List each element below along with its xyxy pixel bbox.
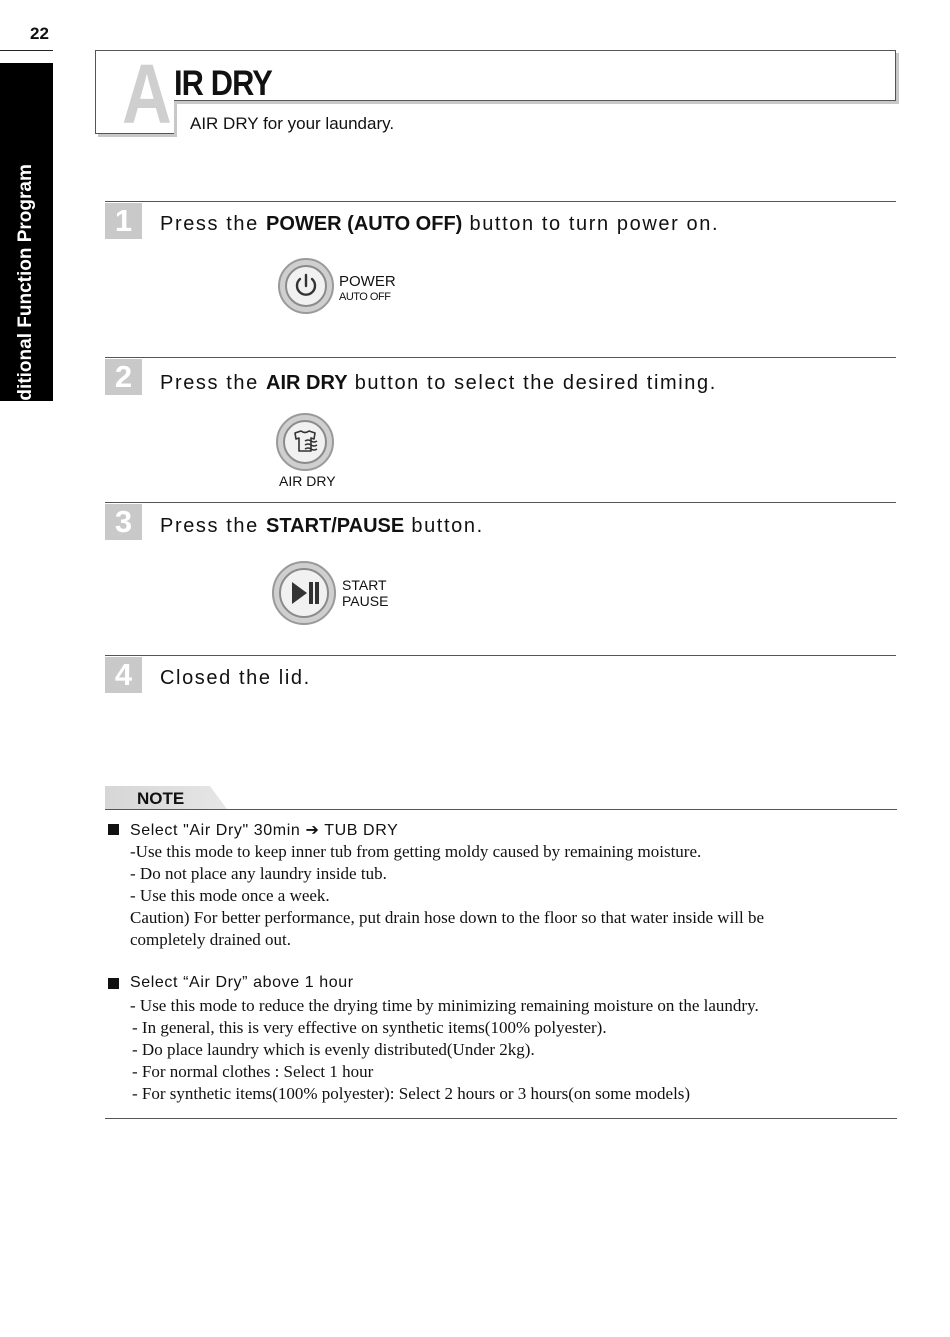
shirt-drying-icon: [285, 422, 325, 462]
start-pause-button-face: [279, 568, 329, 618]
note-bottom-rule: [105, 1118, 897, 1119]
arrow-right-icon: ➔: [305, 822, 320, 839]
note-section-1-heading: Select "Air Dry" 30min ➔ TUB DRY: [130, 822, 399, 839]
note-section-2-line: - For normal clothes : Select 1 hour: [132, 1062, 374, 1081]
note-section-1-line: -Use this mode to keep inner tub from getting moldy caused by remaining moisture.: [130, 842, 702, 861]
section-side-tab: [0, 63, 53, 426]
side-tab-label: Additional Function Program: [15, 164, 36, 426]
pause-button-label: PAUSE: [342, 593, 389, 609]
step-3-button-name: START/PAUSE: [266, 515, 405, 537]
step-3-badge: 3: [105, 504, 142, 540]
step-4-badge: 4: [105, 657, 142, 693]
step-2-text: Press the AIR DRY button to select the desired timing.: [160, 372, 717, 394]
start-button-label: START: [342, 577, 387, 593]
note-section-2-line: - Do place laundry which is evenly distributed(Under 2kg).: [132, 1040, 535, 1059]
step-2-badge: 2: [105, 359, 142, 395]
step-3-text: Press the START/PAUSE button.: [160, 515, 484, 537]
note-section-1-line: - Do not place any laundry inside tub.: [130, 864, 387, 883]
note-top-rule: [105, 809, 897, 810]
page-subtitle: AIR DRY for your laundary.: [190, 114, 395, 133]
note-section-2-heading: Select “Air Dry” above 1 hour: [130, 974, 354, 991]
step-4-rule: [105, 655, 896, 656]
note-section-1-line: completely drained out.: [130, 930, 291, 949]
note-section-2-line: - For synthetic items(100% polyester): Select 2 hours or 3 hours(on some models): [132, 1084, 691, 1103]
page-number-rule: [0, 50, 53, 51]
step-3-rule: [105, 502, 896, 503]
air-dry-button-label: AIR DRY: [279, 473, 336, 489]
step-4-text: Closed the lid.: [160, 667, 311, 689]
start-pause-button[interactable]: [272, 561, 336, 625]
page-title: IR DRY: [174, 64, 272, 103]
note-section-2-line: - Use this mode to reduce the drying time by minimizing remaining moisture on the laundry.: [130, 996, 759, 1015]
note-section-1-line: - Use this mode once a week.: [130, 886, 330, 905]
air-dry-button[interactable]: [276, 413, 334, 471]
note-section-1-line: Caution) For better performance, put drain hose down to the floor so that water inside will be: [130, 908, 765, 927]
play-pause-icon: [281, 570, 327, 616]
step-1-rule: [105, 201, 896, 202]
page-number: 22: [30, 24, 49, 43]
power-icon: [287, 267, 325, 305]
step-2-button-name: AIR DRY: [266, 372, 348, 394]
note-label: NOTE: [137, 789, 185, 808]
step-1-button-name: POWER (AUTO OFF): [266, 213, 463, 235]
power-button-sublabel: AUTO OFF: [339, 291, 391, 303]
note-bullet-2: [108, 978, 119, 989]
title-initial: A: [122, 47, 172, 141]
air-dry-button-face: [283, 420, 327, 464]
power-button-face: [285, 265, 327, 307]
power-button[interactable]: [278, 258, 334, 314]
note-bullet-1: [108, 824, 119, 835]
step-1-badge: 1: [105, 203, 142, 239]
power-button-label: POWER: [339, 273, 396, 290]
step-1-text: Press the POWER (AUTO OFF) button to turn power on.: [160, 213, 720, 235]
note-section-2-line: - In general, this is very effective on synthetic items(100% polyester).: [132, 1018, 607, 1037]
step-2-rule: [105, 357, 896, 358]
